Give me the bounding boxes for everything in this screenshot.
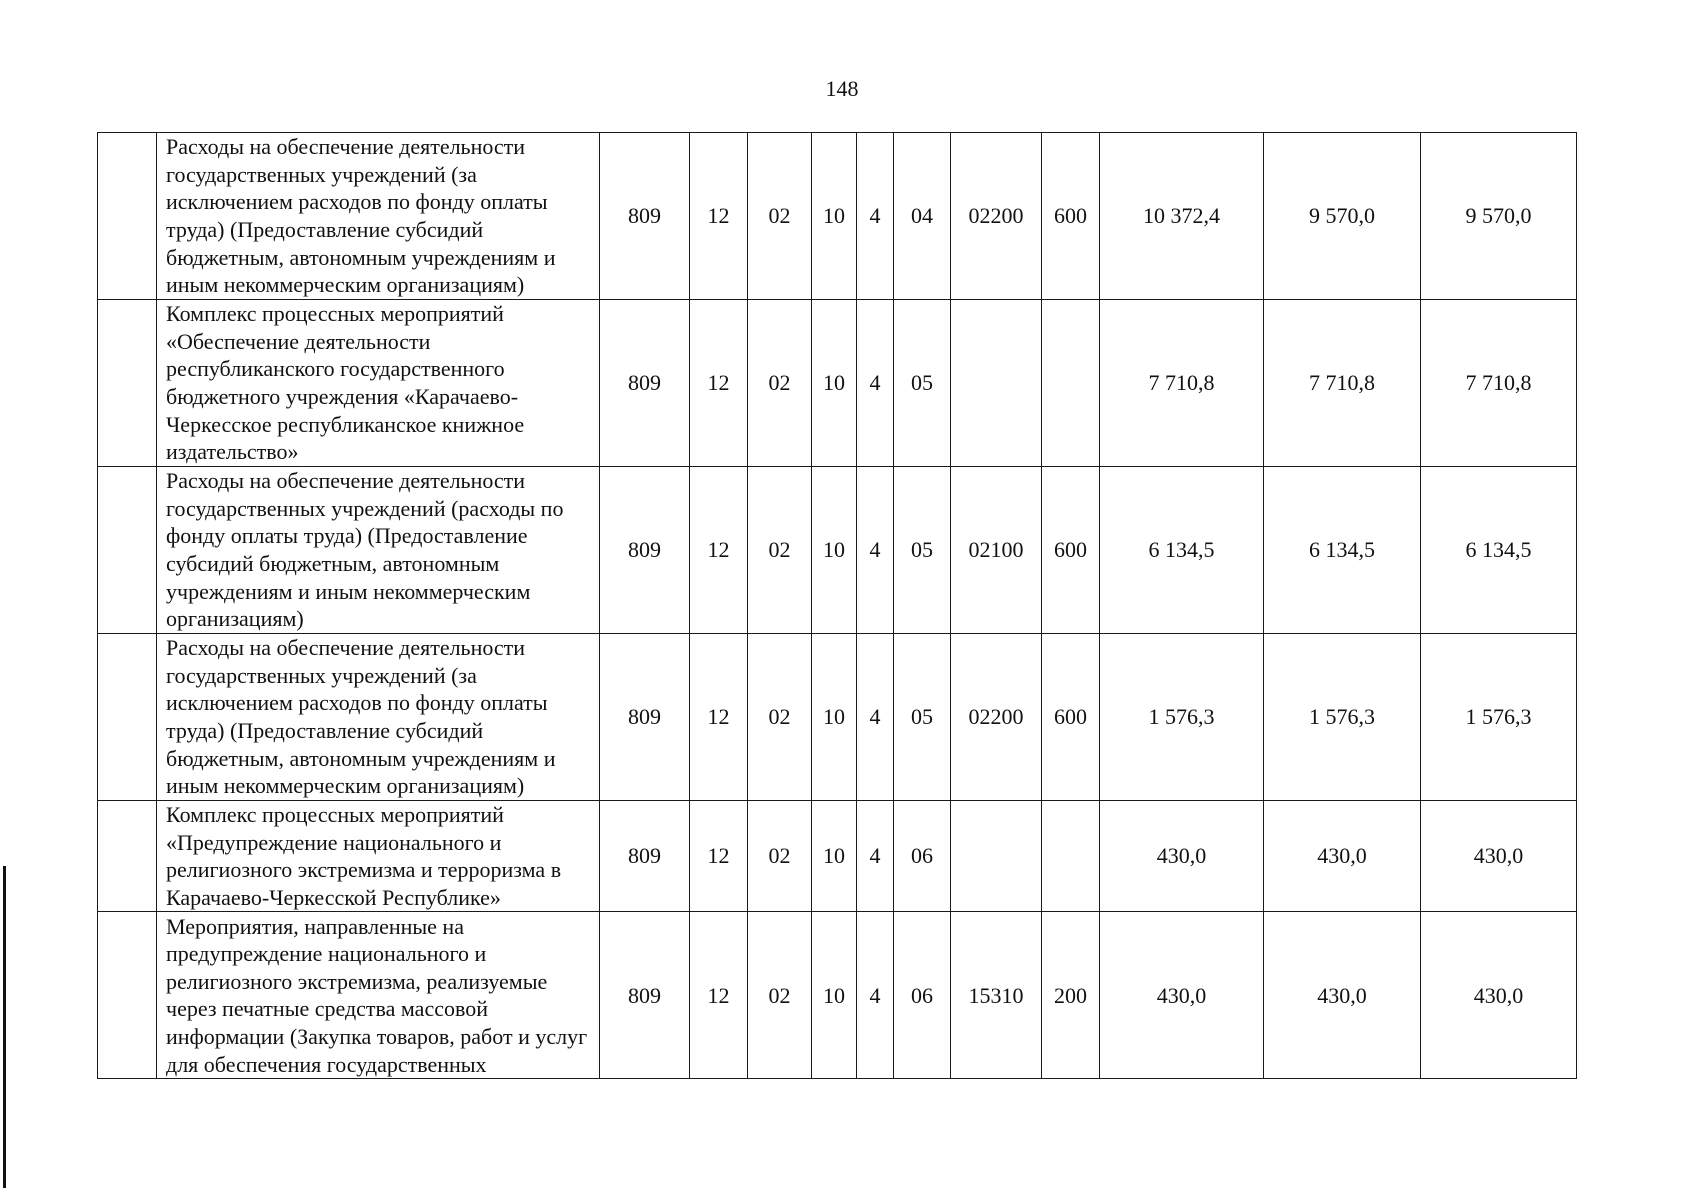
- subsection-code-cell: 02: [748, 467, 812, 634]
- subsection-code-cell: 02: [748, 912, 812, 1079]
- table-row: [98, 467, 1577, 634]
- subsection-code-cell: 02: [748, 634, 812, 801]
- sum-year-1-cell: 6 134,5: [1100, 467, 1264, 634]
- sum-year-3-cell: 1 576,3: [1421, 634, 1577, 801]
- type-code-cell: 4: [857, 912, 894, 1079]
- table-row: [98, 300, 1577, 467]
- sum-year-2-cell: 7 710,8: [1264, 300, 1421, 467]
- direction-code-cell: [951, 801, 1042, 912]
- direction-code-cell: 02200: [951, 634, 1042, 801]
- ministry-code-cell: 809: [600, 912, 690, 1079]
- type-code-cell: 4: [857, 300, 894, 467]
- ministry-code-cell: 809: [600, 634, 690, 801]
- sum-year-3-cell: 7 710,8: [1421, 300, 1577, 467]
- table-row: [98, 634, 1577, 801]
- type-code-cell: 4: [857, 634, 894, 801]
- sum-year-1-cell: 1 576,3: [1100, 634, 1264, 801]
- complex-code-cell: 05: [894, 300, 951, 467]
- type-code-cell: 4: [857, 801, 894, 912]
- expense-type-cell: 600: [1042, 467, 1100, 634]
- program-code-cell: 10: [812, 300, 857, 467]
- section-code-cell: 12: [690, 300, 748, 467]
- sum-year-3-cell: 430,0: [1421, 912, 1577, 1079]
- complex-code-cell: 05: [894, 467, 951, 634]
- ministry-code-cell: 809: [600, 133, 690, 300]
- program-code-cell: 10: [812, 801, 857, 912]
- sum-year-3-cell: 9 570,0: [1421, 133, 1577, 300]
- direction-code-cell: 02200: [951, 133, 1042, 300]
- row-number-cell: [98, 912, 157, 1079]
- section-code-cell: 12: [690, 801, 748, 912]
- ministry-code-cell: 809: [600, 300, 690, 467]
- program-code-cell: 10: [812, 912, 857, 1079]
- expense-type-cell: 200: [1042, 912, 1100, 1079]
- sum-year-3-cell: 6 134,5: [1421, 467, 1577, 634]
- section-code-cell: 12: [690, 133, 748, 300]
- complex-code-cell: 05: [894, 634, 951, 801]
- type-code-cell: 4: [857, 133, 894, 300]
- table-row: [98, 801, 1577, 912]
- sum-year-2-cell: 430,0: [1264, 912, 1421, 1079]
- sum-year-3-cell: 430,0: [1421, 801, 1577, 912]
- row-number-cell: [98, 467, 157, 634]
- row-number-cell: [98, 133, 157, 300]
- direction-code-cell: 15310: [951, 912, 1042, 1079]
- section-code-cell: 12: [690, 634, 748, 801]
- direction-code-cell: 02100: [951, 467, 1042, 634]
- sum-year-1-cell: 430,0: [1100, 912, 1264, 1079]
- ministry-code-cell: 809: [600, 467, 690, 634]
- program-code-cell: 10: [812, 133, 857, 300]
- row-number-cell: [98, 634, 157, 801]
- description-cell: Расходы на обеспечение деятельности государственных учреждений (за исключением расходов по фонду оплаты труда) (Предоставление субсидий бюджетным, автономным учреждениям и иным некоммерческим организациям): [157, 133, 600, 300]
- complex-code-cell: 04: [894, 133, 951, 300]
- section-code-cell: 12: [690, 467, 748, 634]
- expense-type-cell: 600: [1042, 634, 1100, 801]
- expense-type-cell: 600: [1042, 133, 1100, 300]
- section-code-cell: 12: [690, 912, 748, 1079]
- expense-type-cell: [1042, 801, 1100, 912]
- program-code-cell: 10: [812, 467, 857, 634]
- expense-type-cell: [1042, 300, 1100, 467]
- subsection-code-cell: 02: [748, 133, 812, 300]
- description-cell: Комплекс процессных мероприятий «Предупреждение национального и религиозного экстремизма и терроризма в Карачаево-Черкесской Республике»: [157, 801, 600, 912]
- type-code-cell: 4: [857, 467, 894, 634]
- sum-year-1-cell: 7 710,8: [1100, 300, 1264, 467]
- row-number-cell: [98, 801, 157, 912]
- direction-code-cell: [951, 300, 1042, 467]
- description-cell: Расходы на обеспечение деятельности государственных учреждений (за исключением расходов по фонду оплаты труда) (Предоставление субсидий бюджетным, автономным учреждениям и иным некоммерческим организациям): [157, 634, 600, 801]
- subsection-code-cell: 02: [748, 300, 812, 467]
- description-cell: Мероприятия, направленные на предупреждение национального и религиозного экстремизма, реализуемые через печатные средства массовой информации (Закупка товаров, работ и услуг для обеспечения государственных: [157, 912, 600, 1079]
- sum-year-1-cell: 430,0: [1100, 801, 1264, 912]
- table-row: [98, 133, 1577, 300]
- table-row: [98, 912, 1577, 1079]
- complex-code-cell: 06: [894, 912, 951, 1079]
- scan-margin-line: [3, 866, 6, 1188]
- description-cell: Комплекс процессных мероприятий «Обеспечение деятельности республиканского государственного бюджетного учреждения «Карачаево-Черкесское республиканское книжное издательство»: [157, 300, 600, 467]
- sum-year-2-cell: 430,0: [1264, 801, 1421, 912]
- description-cell: Расходы на обеспечение деятельности государственных учреждений (расходы по фонду оплаты труда) (Предоставление субсидий бюджетным, автономным учреждениям и иным некоммерческим организациям): [157, 467, 600, 634]
- page-number: 148: [825, 76, 859, 101]
- complex-code-cell: 06: [894, 801, 951, 912]
- program-code-cell: 10: [812, 634, 857, 801]
- subsection-code-cell: 02: [748, 801, 812, 912]
- budget-table: [97, 132, 1577, 1079]
- sum-year-2-cell: 1 576,3: [1264, 634, 1421, 801]
- sum-year-1-cell: 10 372,4: [1100, 133, 1264, 300]
- sum-year-2-cell: 6 134,5: [1264, 467, 1421, 634]
- ministry-code-cell: 809: [600, 801, 690, 912]
- sum-year-2-cell: 9 570,0: [1264, 133, 1421, 300]
- row-number-cell: [98, 300, 157, 467]
